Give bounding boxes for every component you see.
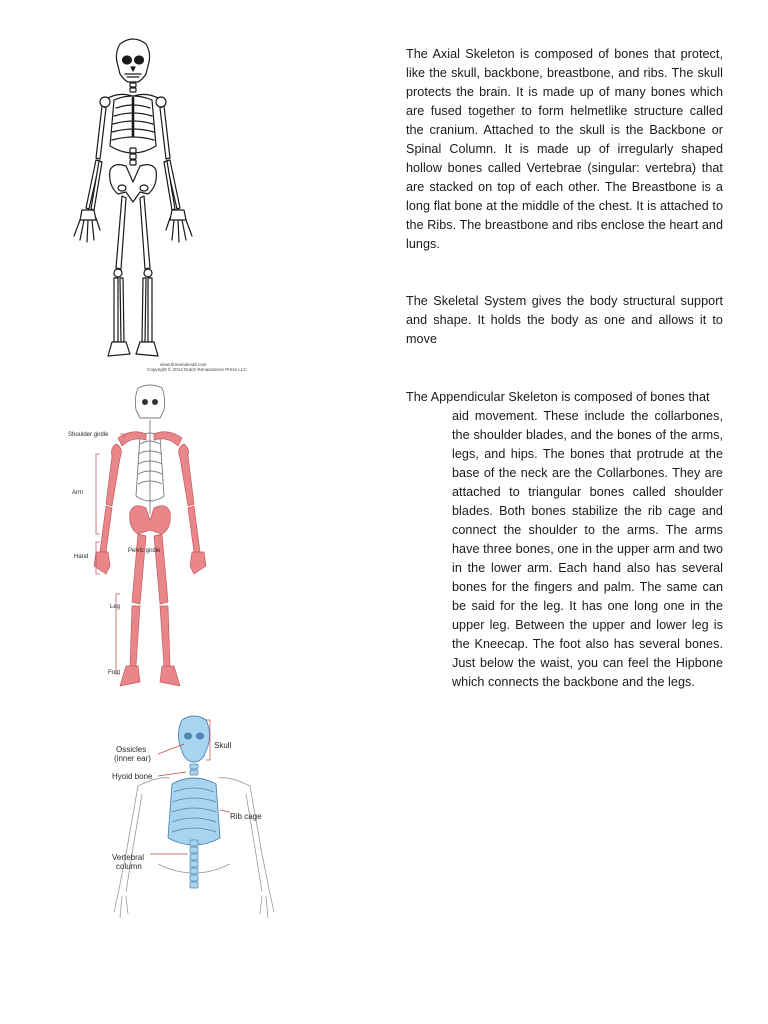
label-shoulder-girdle: Shoulder girdle (68, 432, 109, 438)
axial-skeleton-figure (108, 714, 278, 938)
skeletal-system-paragraph: The Skeletal System gives the body structural support and shape. It holds the body as one and allows it to move (406, 294, 723, 346)
full-skeleton-figure (58, 36, 208, 376)
appendicular-lead-line: The Appendicular Skeleton is composed of bones that (406, 390, 710, 404)
axial-skeleton-paragraph: The Axial Skeleton is composed of bones that protect, like the skull, backbone, breastbone, and ribs. The skull protects the brain. It is made up of many bones which are fused together to form helmetlike structure called the cranium. Attached to the skull is the Backbone or Spinal Column. It is made up of irregularly shaped hollow bones called Vertebrae (singular: vertebra) that are stacked on top of each other. The Breastbone is a long flat bone at the middle of the chest. It is attached to the Ribs. The breastbone and ribs enclose the heart and lungs. (406, 47, 723, 251)
appendicular-body: aid movement. These include the collarbones, the shoulder blades, and the bones of the arms, legs, and hips. The bones that protrude at the base of the neck are the Collarbones. They are attached to triangular bones called shoulder blades. Both bones stabilize the rib cage and connect the shoulder to the arms. The arms have three bones, one in the upper arm and two in the lower arm. Each hand also has several bones for the fingers and palm. The same can be said for the leg. It has one long one in the upper leg. Between the upper and lower leg is the Kneecap. The foot also has several bones. Just below the waist, you can feel the Hipbone which connects the backbone and the legs. (452, 409, 723, 689)
label-inner-ear: (inner ear) (114, 754, 151, 763)
figure-credit-copyright: Copyright © 2014 Dutch Renaissance Press LLC (147, 367, 247, 372)
appendicular-skeleton-paragraph (406, 388, 723, 692)
label-skull: Skull (214, 741, 232, 750)
label-hand: Hand (74, 554, 89, 560)
label-vertebral: Vertebral (112, 853, 145, 862)
label-ossicles: Ossicles (116, 745, 147, 754)
label-pelvic-girdle: Pelvic girdle (128, 548, 161, 554)
label-hyoid-bone: Hyoid bone (112, 772, 153, 781)
appendicular-skeleton-figure (60, 384, 240, 696)
figure-credit-url: www.timvandevall.com (160, 362, 207, 367)
label-leg: Leg (110, 604, 121, 610)
label-column: column (116, 862, 142, 871)
label-rib-cage: Rib cage (230, 812, 262, 821)
label-arm: Arm (72, 490, 83, 496)
label-foot: Foot (108, 670, 121, 676)
